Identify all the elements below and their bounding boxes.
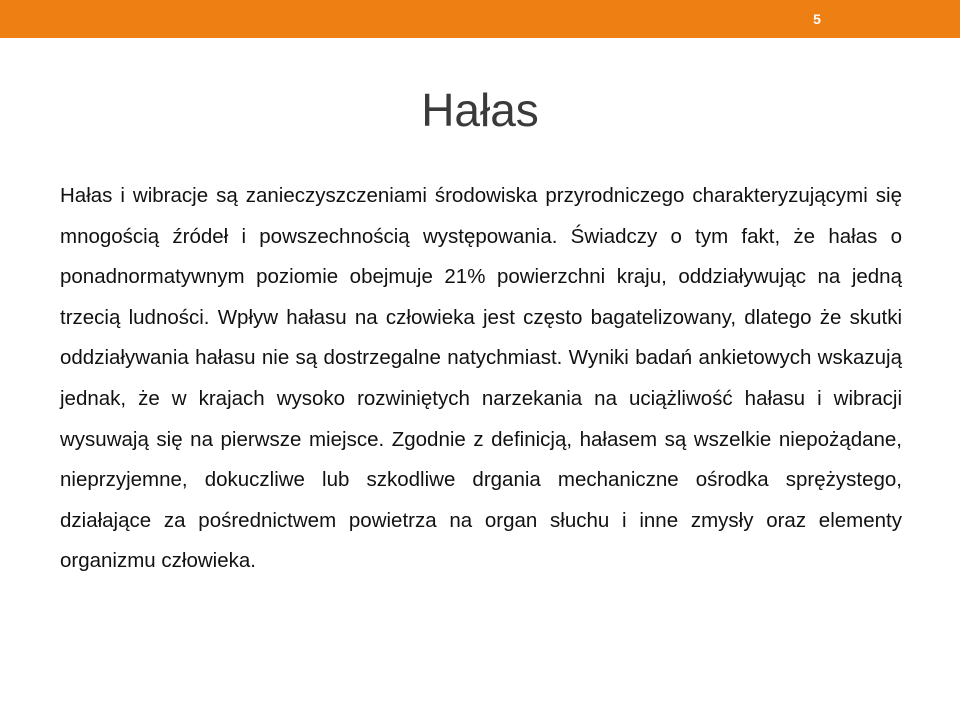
slide-title: Hałas xyxy=(421,84,539,136)
slide-body-text: Hałas i wibracje są zanieczyszczeniami środowiska przyrodniczego charakteryzującymi się mnogością źródeł i powszechnością występowania. Świadczy o tym fakt, że hałas o ponadnormatywnym poziomie obejmuje 21% powierzchni kraju, oddziaływując na jedną trzecią ludności. Wpływ hałasu na człowieka jest często bagatelizowany, dlatego że skutki oddziaływania hałasu nie są dostrzegalne natychmiast. Wyniki badań ankietowych wskazują jednak, że w krajach wysoko rozwiniętych narzekania na uciążliwość hałasu i wibracji wysuwają się na pierwsze miejsce. Zgodnie z definicją, hałasem są wszelkie niepożądane, nieprzyjemne, dokuczliwe lub szkodliwe drgania mechaniczne ośrodka sprężystego, działające za pośrednictwem powietrza na organ słuchu i inne zmysły oraz elementy organizmu człowieka. xyxy=(60,184,902,573)
slide-header-bar xyxy=(0,0,960,38)
slide-number: 5 xyxy=(813,11,821,27)
